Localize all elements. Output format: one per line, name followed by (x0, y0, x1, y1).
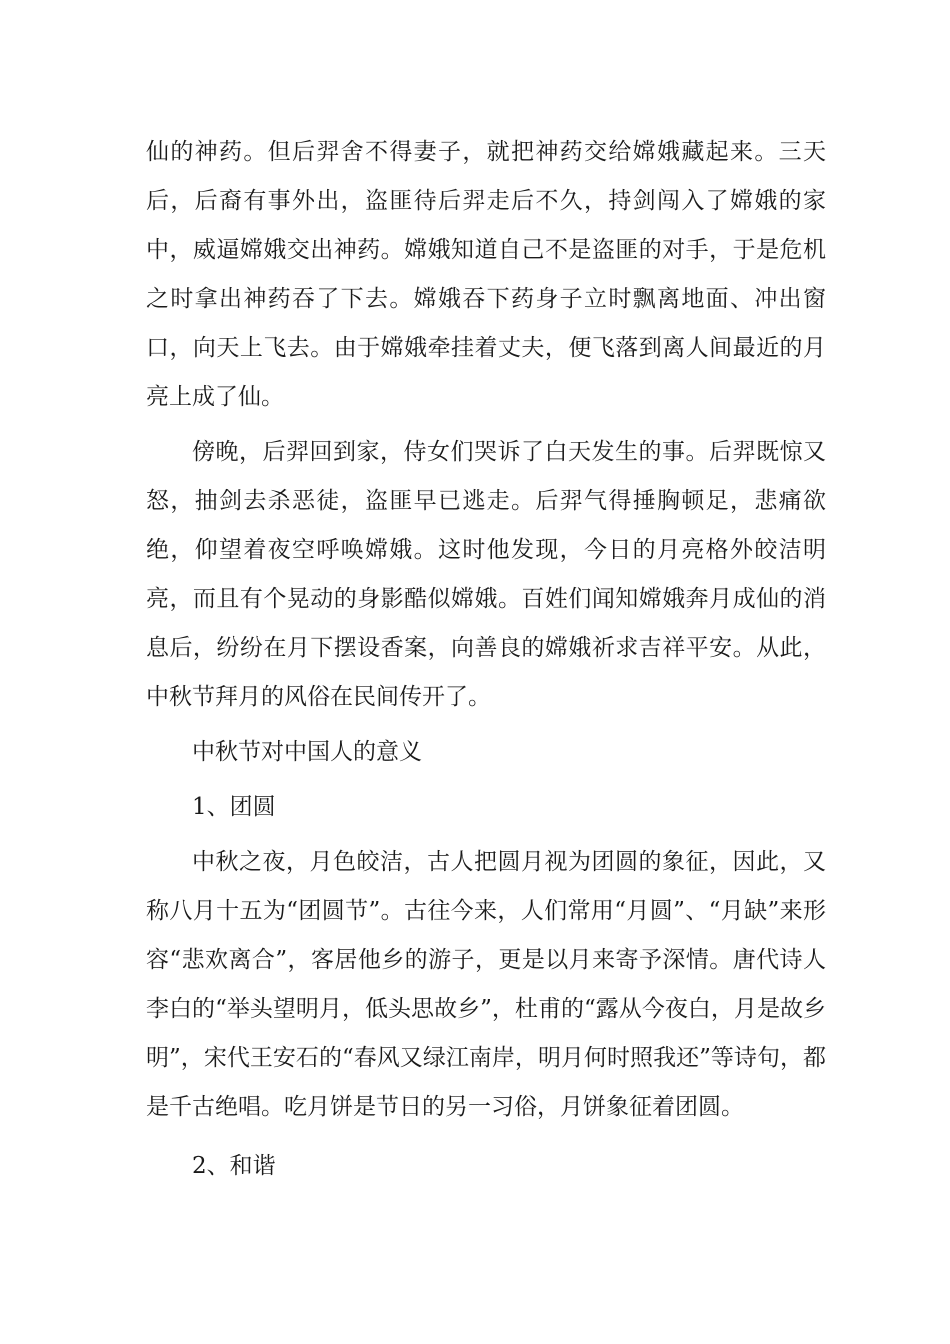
item-title-reunion: 1、团圆 (192, 794, 276, 820)
paragraph-reunion: 中秋之夜，月色皎洁，古人把圆月视为团圆的象征，因此，又称八月十五为“团圆节”。古往今来，人们常用“月圆”、“月缺”来形容“悲欢离合”，客居他乡的游子，更是以月来寄予深情。唐代诗人李白的“举头望明月，低头思故乡”，杜甫的“露从今夜白，月是故乡明”，宋代王安石的“春风又绿江南岸，明月何时照我还”等诗句，都是千古绝唱。吃月饼是节日的另一习俗，月饼象征着团圆。 (146, 849, 826, 1120)
paragraph-story-end: 仙的神药。但后羿舍不得妻子，就把神药交给嫦娥藏起来。三天后，后裔有事外出，盗匪待后羿走后不久，持剑闯入了嫦娥的家中，威逼嫦娥交出神药。嫦娥知道自己不是盗匪的对手，于是危机之时拿出神药吞了下去。嫦娥吞下药身子立时飘离地面、冲出窗口，向天上飞去。由于嫦娥牵挂着丈夫，便飞落到离人间最近的月亮上成了仙。 (146, 139, 826, 410)
item-title-harmony: 2、和谐 (192, 1153, 276, 1179)
paragraph-evening: 傍晚，后羿回到家，侍女们哭诉了白天发生的事。后羿既惊又怒，抽剑去杀恶徒，盗匪早已逃走。后羿气得捶胸顿足，悲痛欲绝，仰望着夜空呼唤嫦娥。这时他发现，今日的月亮格外皎洁明亮，而且有个晃动的身影酷似嫦娥。百姓们闻知嫦娥奔月成仙的消息后，纷纷在月下摆设香案，向善良的嫦娥祈求吉祥平安。从此，中秋节拜月的风俗在民间传开了。 (146, 439, 826, 710)
section-title: 中秋节对中国人的意义 (192, 739, 422, 765)
document-page (146, 128, 826, 1191)
